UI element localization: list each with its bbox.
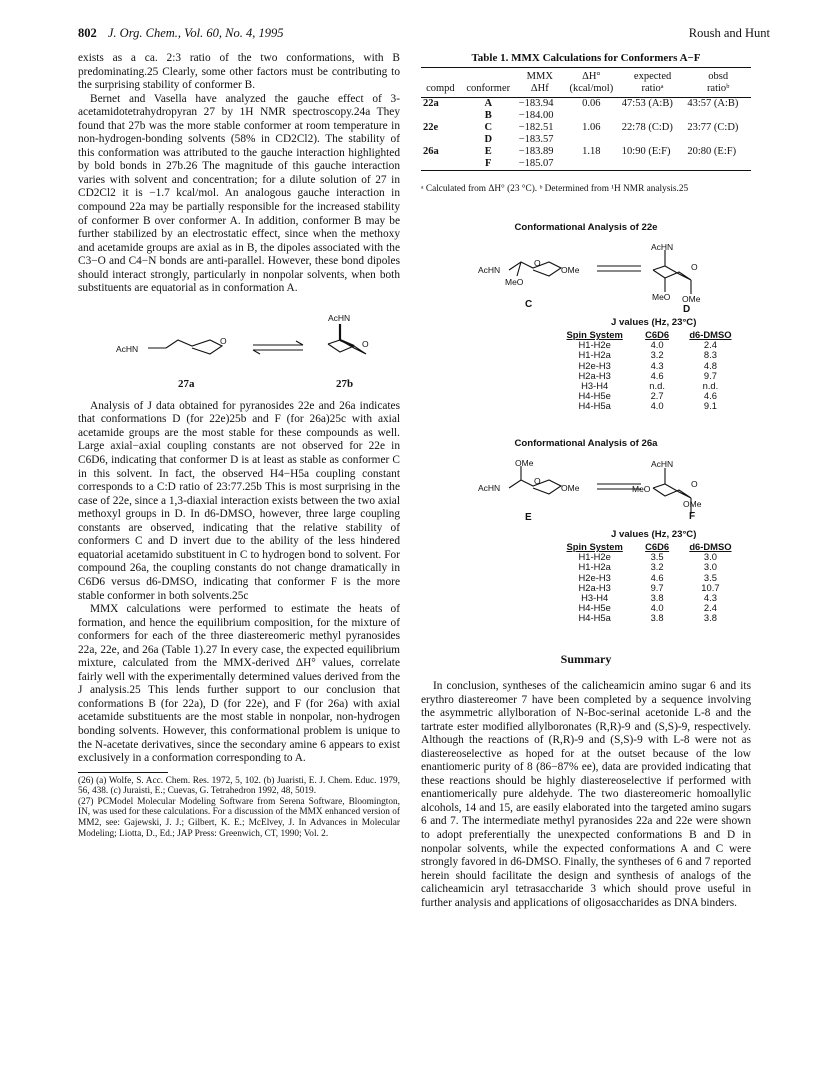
ring-oxygen-c: O: [534, 258, 541, 268]
col-header-obsd: obsd: [708, 71, 729, 82]
compound-label-27a: 27a: [178, 377, 195, 390]
conformer-label-e: E: [525, 512, 532, 523]
achn-label-e: AcHN: [478, 483, 501, 493]
arrowhead-bottom: [253, 350, 260, 354]
table-row: H4-H5e 4.0 2.4: [578, 602, 717, 614]
table-1-footnote: ᵃ Calculated from ΔH° (23 °C). ᵇ Determined from ¹H NMR analysis.25: [421, 184, 689, 194]
table-header-row: [421, 68, 751, 84]
table-row: H4-H5a 3.8 3.8: [578, 612, 717, 624]
paragraph: exists as a ca. 2:3 ratio of the two conformations, with B predominating.25 Clearly, some other factors must be contributing to the surprising stability of conformer B.: [78, 52, 400, 92]
footnote-26: (26) (a) Wolfe, S. Acc. Chem. Res. 1972, 5, 102. (b) Juaristi, E. J. Chem. Educ. 1979, 56, 438. (c) Juraisti, E.; Cuevas, G. Tetrahedron 1992, 48, 5019.: [78, 775, 400, 797]
table-row: H1-H2a 3.2 3.0: [578, 561, 717, 573]
ome-label-e: OMe: [515, 458, 534, 468]
left-column: [78, 52, 400, 839]
footnote-27: (27) PCModel Molecular Modeling Software from Serena Software, Bloomington, IN, was used for these calculations. For a discussion of the MMX enhanced version of MM2, see: Gajewski, J. J.; Gilbert, K. E.; McElvey, J. In Advances in Molecular Modeling; Liotta, D., Ed.; JAP Press: Greenwich, CT, 1990; Vol. 2.: [78, 796, 400, 839]
table-row: H2a-H3 4.6 9.7: [578, 369, 717, 381]
col-header-c6d6: C6D6: [645, 329, 670, 340]
paragraph: Bernet and Vasella have analyzed the gauche effect of 3-acetamidotetrahydropyran 27 by 1H NMR spectroscopy.24a They found that 27b was the more stable conformer at room temperature in non-hydrogen-bonding solvents (58% in CD2Cl2). The stability of this conformation was attributed to the gauche interaction highlighted by bold bonds in 27b.26 The magnitude of this gauche interaction varies with solvent and concentration; for a dilute solution of 27 in CD2Cl2 it is −1.7 kcal/mol. An analogous gauche interaction in compound 22a may be partially responsible for the increased stability of conformer B over conformer A. In addition, conformer B may be further stabilized by an electrostatic effect, since when the methoxy and acetamide groups are axial as in B, the dipoles associated with the C3−O and C4−N bonds are anti-parallel. However, these bond dipoles should interact strongly, particularly in nonpolar solvents, when both substituents are equatorial as in conformation A.: [78, 92, 400, 295]
chair-ring-d: [653, 266, 691, 280]
achn-label-d: AcHN: [651, 242, 674, 252]
paragraph: Analysis of J data obtained for pyranosides 22e and 26a indicates that conformations D (for 22e)25b and F (for 26a)25c with axial acetamide groups are the most stable for these compounds as well. Large axial−axial coupling constants are not observed for 22e in C6D6, indicating that conformer D is at least as stable as conformer C in this solvent. In fact, the observed H4−H5a coupling constant corresponds to a C:D ratio of 23:77.25b This is most surprising in the case of 22e, since a 1,3-diaxial interaction exists between the two axial methoxyl groups in D. In d6-DMSO, however, three large coupling constants are observed, indicating that the relative stability of conformers C and D invert due to the ability of the less hindered equatorial acetamido substituent in C to hydrogen bond to solvent. For compound 26a, the coupling constants do not change dramatically in C6D6 versus d6-DMSO, indicating that conformer F is the more stable conformer in both solvents.25c: [78, 399, 400, 602]
conformer-label-f: F: [689, 511, 696, 522]
achn-label-27b: AcHN: [328, 312, 351, 323]
paragraph: MMX calculations were performed to estimate the heats of formation, and hence the equilibrium composition, for the mixture of conformers for each of the three diastereomeric methyl pyranosides 22a, 22e, and 26a (Table 1).27 In every case, the expected equilibrium mixture, calculated from the MMX-derived ΔH° values, correlate fairly well with the experimentally determined values derived from the J analysis.25 This lends further support to our conclusion that conformations B (for 22a), D (for 22e), and F (for 26a) with axial acetamide substituents are the most stable in nonpolar, non-hydrogen bonding solvents. However, this conformational problem is unique to the N-acetate derivatives, since the secondary amine 6 appears to exist exclusively in a conformation corresponding to A.: [78, 603, 400, 765]
scheme-27: [78, 298, 400, 396]
achn-label-c: AcHN: [478, 265, 501, 275]
table-row: H2e-H3 4.6 3.5: [578, 571, 717, 583]
ring-oxygen-e: O: [534, 476, 541, 486]
ring-oxygen-27a: O: [220, 335, 227, 346]
col-header-d6-dmso: d6-DMSO: [689, 329, 732, 340]
table-row: H2a-H3 9.7 10.7: [578, 581, 720, 593]
table-1-caption: MMX Calculations for Conformers A−F: [511, 52, 701, 64]
table-1-title: [421, 52, 751, 64]
ome-label-d: OMe: [682, 294, 701, 304]
table-row: H4-H5e 2.7 4.6: [578, 390, 717, 402]
table-row: F −185.07: [485, 158, 554, 169]
conformer-label-c: C: [525, 299, 533, 310]
col-header-c6d6: C6D6: [645, 541, 670, 552]
col-header-dh: ΔH°: [582, 71, 601, 82]
bond-gauche-27b: [340, 340, 354, 346]
table-row: H3-H4 3.8 4.3: [581, 592, 717, 604]
page-number: 802: [78, 26, 97, 40]
col-header-expected: expected: [633, 71, 672, 82]
ca-26a-structures: [421, 452, 751, 526]
meo-label-f: MeO: [632, 484, 651, 494]
col-header-spin-system: Spin System: [566, 541, 623, 552]
ring-oxygen-27b: O: [362, 338, 369, 349]
col-header-mmx: MMX: [526, 71, 553, 82]
table-header-row: compd conformer ΔHf (kcal/mol) ratioᵃ ratioᵇ: [421, 83, 751, 98]
ring-oxygen-f: O: [691, 479, 698, 489]
ca-22e-j-title: J values (Hz, 23°C): [611, 317, 697, 328]
meo-label-d: MeO: [652, 292, 671, 302]
ome-label-c: OMe: [561, 265, 580, 275]
compound-label-27b: 27b: [336, 377, 354, 390]
col-header-conformer: conformer: [460, 83, 517, 98]
ca-22e-j-table: [553, 330, 743, 412]
table-1-number: Table 1.: [471, 52, 509, 64]
table-1: [421, 67, 751, 171]
col-header-d6-dmso: d6-DMSO: [689, 541, 732, 552]
achn-label-f: AcHN: [651, 459, 674, 469]
table-row: H1-H2e 4.0 2.4: [578, 339, 717, 351]
ring-oxygen-d: O: [691, 262, 698, 272]
chair-ring-f: [653, 484, 691, 498]
ca-22e-title: Conformational Analysis of 22e: [514, 222, 658, 233]
col-header-spin-system: Spin System: [566, 329, 623, 340]
chair-ring-27a: [166, 340, 222, 354]
journal-citation: J. Org. Chem., Vol. 60, No. 4, 1995: [107, 26, 284, 40]
conformer-label-d: D: [683, 304, 691, 315]
ome-label-e2: OMe: [561, 483, 580, 493]
ca-26a-j-table: [553, 542, 743, 624]
table-row: H1-H2e 3.5 3.0: [578, 551, 717, 563]
running-header-authors: Roush and Hunt: [688, 26, 770, 40]
summary-paragraph: In conclusion, syntheses of the calicheamicin amino sugar 6 and its erythro diastereomer 7 have been completed by a sequence involving the asymmetric allylboration of N-Boc-serinal acetonide L-8 and the tartrate ester modified allylboronates (R,R)-9 and (S,S)-9, respectively. Although the reactions of (R,R)-9 and (S,S)-9 with L-8 were not as diastereoselective as hoped for at the outset because of the low enantiomeric purity of 8 (86−87% ee), data are provided indicating that these reactions should be highly diastereoselective if performed with enantiomerically pure aldehyde. The two diastereomeric homoallylic alcohols, 14 and 15, are easily elaborated into the targeted amino sugars 6 and 7. The intermediate methyl pyranosides 22a and 22e were shown to adopt preferentially the unexpected conformations B and D in nonpolar solvents, while the expected conformations A and C were strongly favored in d6-DMSO. Finally, the syntheses of 6 and 7 reported herein should facilitate the design and synthesis of analogs of the calicheamicin aryl tetrasaccharide 3 which should prove useful in further analysis and applications of oligosaccharides as DNA binders.: [421, 680, 751, 909]
table-row: H4-H5a 4.0 9.1: [578, 400, 717, 412]
achn-label-27a: AcHN: [116, 343, 139, 354]
table-row: 22a A −183.94 0.06 47:53 (A:B) 43:57 (A:B): [423, 98, 739, 109]
ca-22e-structures: [421, 236, 751, 310]
table-row: H2e-H3 4.3 4.8: [578, 359, 717, 371]
summary-column: [421, 680, 751, 910]
col-header-compd: compd: [421, 83, 460, 98]
arrowhead-top: [296, 341, 303, 345]
table-row: 26a E −183.89 1.18 10:90 (E:F) 20:80 (E:F): [423, 146, 737, 157]
summary-heading: Summary: [560, 652, 612, 666]
meo-label-c: MeO: [505, 277, 524, 287]
footnote-rule: [78, 772, 168, 773]
ome-label-f: OMe: [683, 499, 702, 509]
table-row: D −183.57: [484, 134, 554, 145]
ca-26a-j-title: J values (Hz, 23°C): [611, 529, 697, 540]
table-row: H3-H4 n.d. n.d.: [581, 380, 719, 392]
running-header-left: [78, 26, 283, 41]
table-row: B −184.00: [484, 110, 554, 121]
table-row: H1-H2a 3.2 8.3: [578, 349, 717, 361]
table-row: 22e C −182.51 1.06 22:78 (C:D) 23:77 (C:D): [423, 122, 739, 133]
ca-26a-title: Conformational Analysis of 26a: [514, 438, 658, 449]
